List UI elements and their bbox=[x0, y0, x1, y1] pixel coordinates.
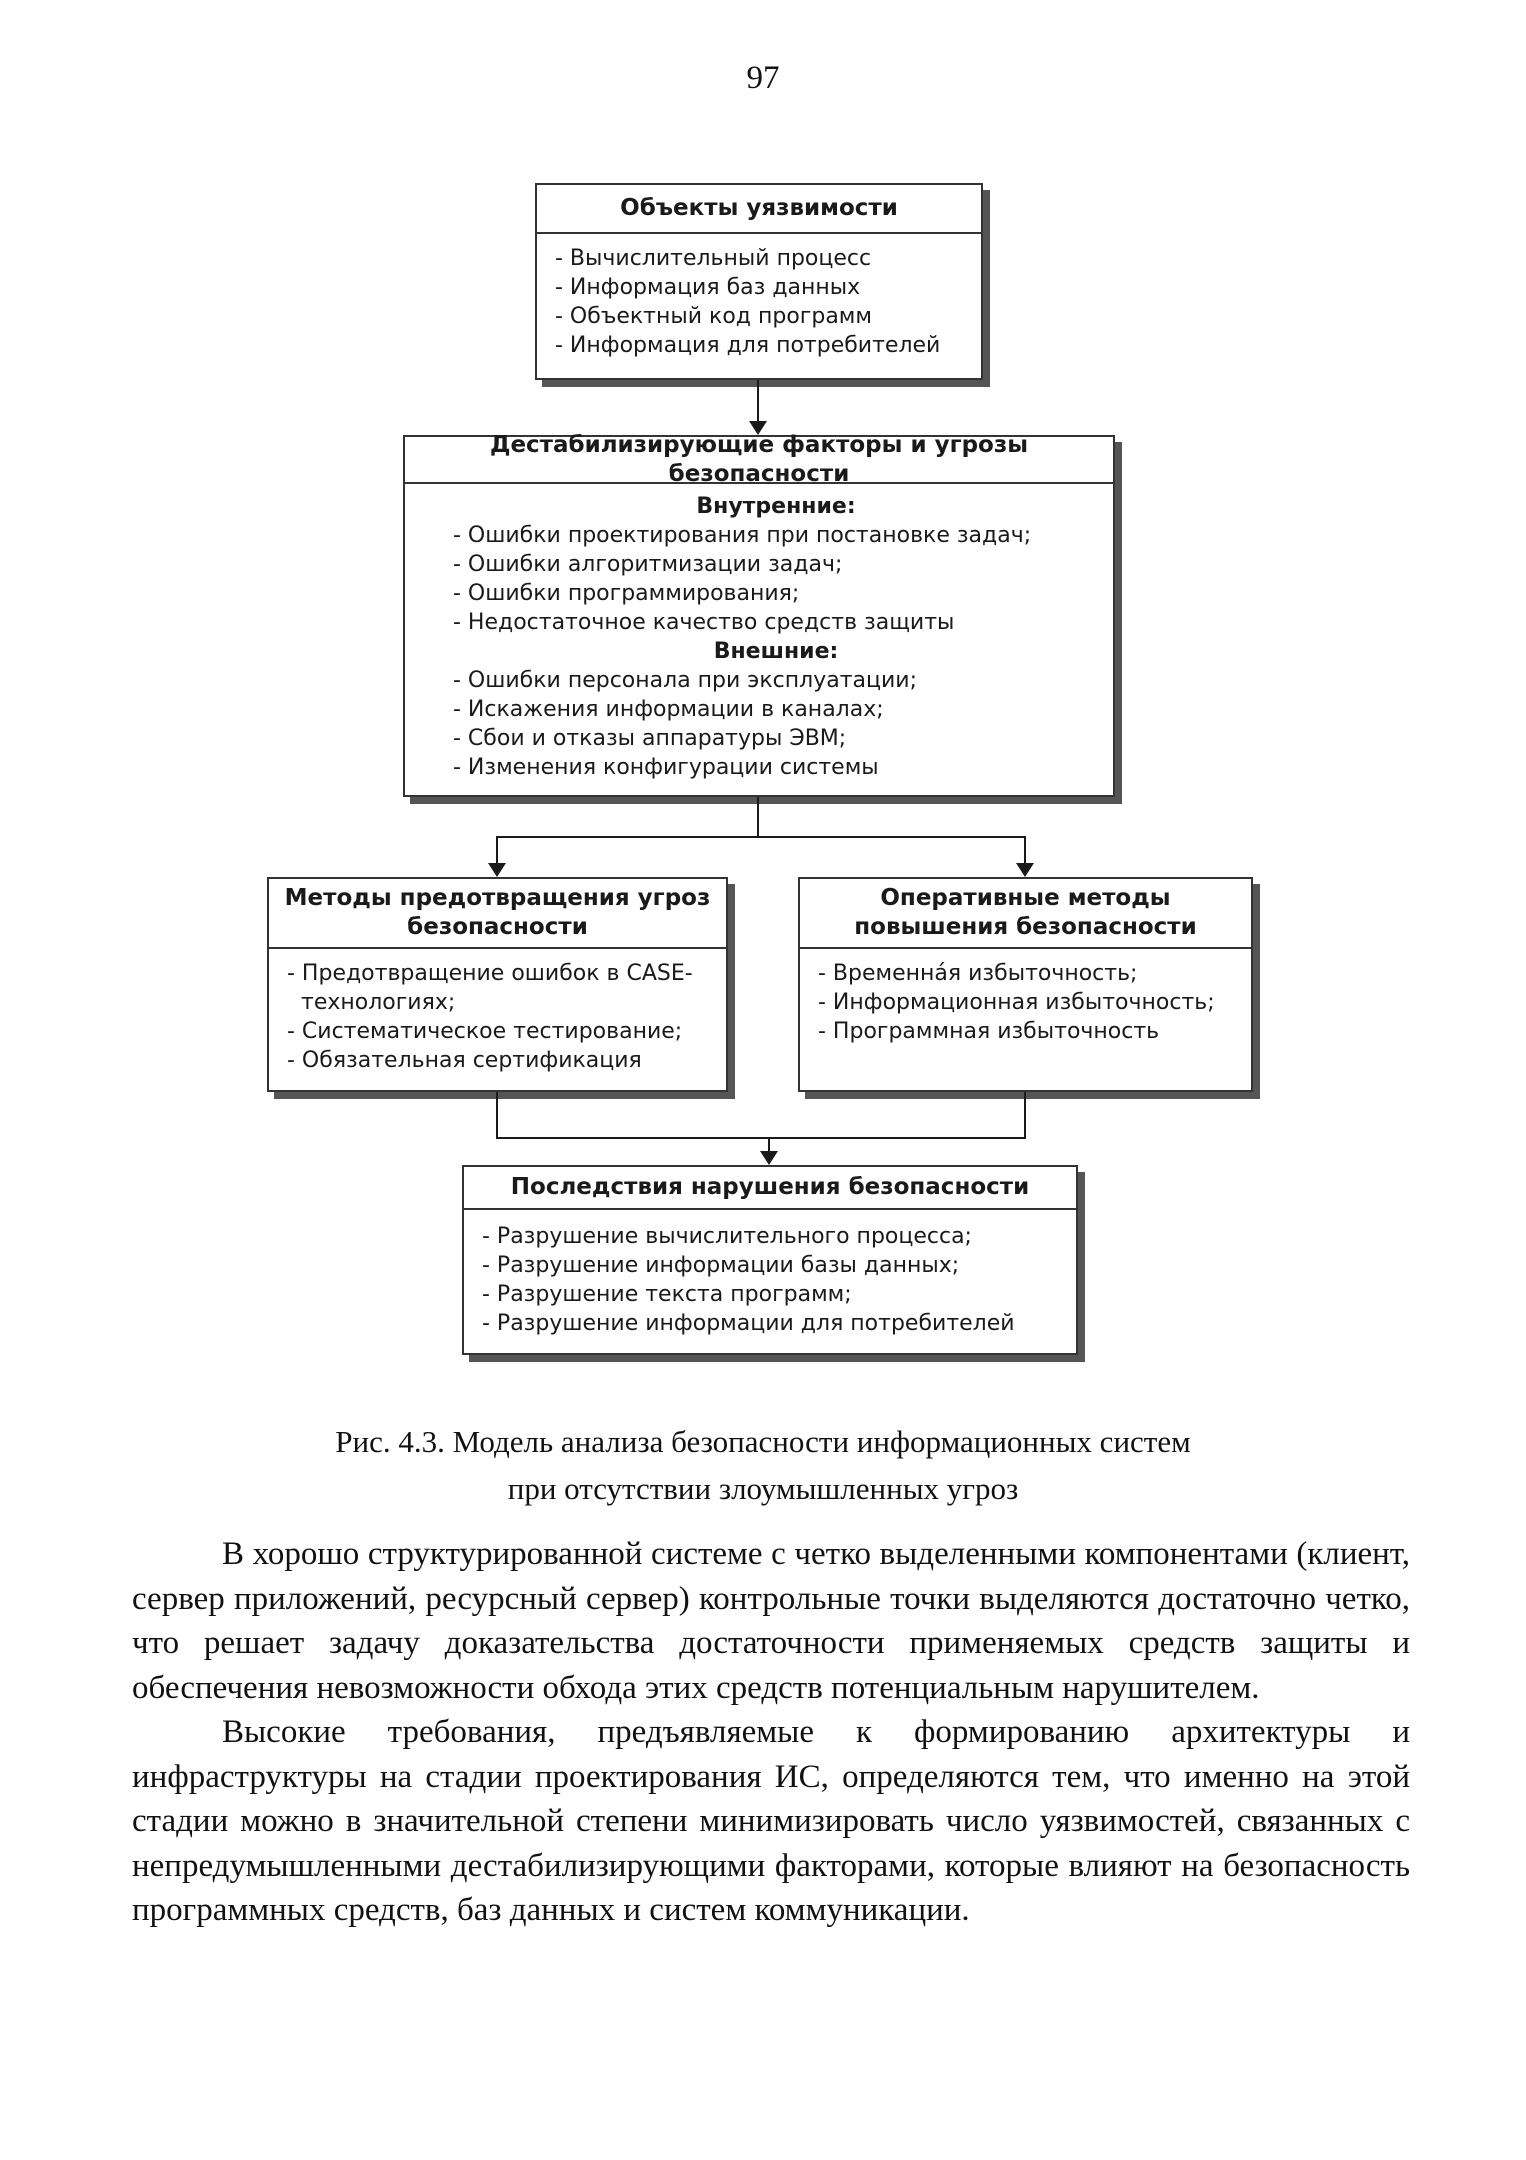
list-item: - Разрушение текста программ; bbox=[482, 1282, 852, 1307]
consequences-box bbox=[462, 1165, 1078, 1355]
page-number: 97 bbox=[746, 60, 780, 96]
box-title: Оперативные методы повышения безопасности bbox=[800, 879, 1251, 949]
arrow-down-icon bbox=[488, 863, 506, 877]
list-item: - Ошибки проектирования при постановке задач; bbox=[453, 523, 1032, 548]
connector-line bbox=[496, 836, 498, 864]
list-item: - Вычислительный процесс bbox=[555, 246, 872, 271]
list-item: - Ошибки персонала при эксплуатации; bbox=[453, 668, 917, 693]
box-body bbox=[405, 484, 1113, 782]
connector-line bbox=[1024, 1092, 1026, 1139]
box-title: Объекты уязвимости bbox=[537, 185, 981, 234]
destabilizing-factors-box bbox=[403, 431, 1115, 797]
list-item: - Ошибки алгоритмизации задач; bbox=[453, 552, 843, 577]
internal-factors-label: Внутренние: bbox=[696, 494, 856, 519]
list-item: - Обязательная сертификация bbox=[287, 1048, 642, 1073]
list-item: - Программная избыточность bbox=[818, 1019, 1160, 1044]
list-item: - Предотвращение ошибок в CASE-технологиях; bbox=[287, 961, 693, 1015]
connector-line bbox=[496, 1137, 1026, 1139]
connector-line bbox=[1024, 836, 1026, 864]
list-item: - Изменения конфигурации системы bbox=[453, 755, 879, 780]
box-body bbox=[464, 1210, 1076, 1338]
box-body bbox=[800, 949, 1251, 1046]
figure-caption-line2: при отсутствии злоумышленных угроз bbox=[507, 1471, 1019, 1506]
connector-line bbox=[757, 380, 759, 423]
list-item: - Систематическое тестирование; bbox=[287, 1019, 683, 1044]
body-text bbox=[132, 1532, 1410, 1933]
paragraph: В хорошо структурированной системе с четко выделенными компонентами (клиент, сервер приложений, ресурсный сервер) контрольные точки выделяются достаточно четко, что решает задачу доказательства достаточности применяемых средств защиты и обеспечения невозможности обхода этих средств потенциальным нарушителем. bbox=[132, 1536, 1410, 1706]
list-item: - Ошибки программирования; bbox=[453, 581, 800, 606]
connector-line bbox=[757, 797, 759, 838]
list-item: - Разрушение вычислительного процесса; bbox=[482, 1224, 972, 1249]
list-item: - Информация для потребителей bbox=[555, 333, 941, 358]
list-item: - Сбои и отказы аппаратуры ЭВМ; bbox=[453, 726, 847, 751]
figure-caption bbox=[0, 1418, 1526, 1512]
vulnerability-objects-box bbox=[535, 183, 983, 380]
arrow-down-icon bbox=[760, 1151, 778, 1165]
list-item: - Недостаточное качество средств защиты bbox=[453, 610, 955, 635]
list-item: - Искажения информации в каналах; bbox=[453, 697, 884, 722]
box-title: Методы предотвращения угроз безопасности bbox=[269, 879, 726, 949]
list-item: - Разрушение информации базы данных; bbox=[482, 1253, 960, 1278]
operational-methods-box bbox=[798, 877, 1253, 1092]
box-body bbox=[269, 949, 726, 1075]
connector-line bbox=[496, 836, 1026, 838]
list-item: - Разрушение информации для потребителей bbox=[482, 1311, 1015, 1336]
paragraph: Высокие требования, предъявляемые к формированию архитектуры и инфраструктуры на стадии проектирования ИС, определяются тем, что именно на этой стадии можно в значительной степени минимизировать число уязвимостей, связанных с непредумышленными дестабилизирующими факторами, которые влияют на безопасность программных средств, баз данных и систем коммуникации. bbox=[132, 1714, 1410, 1928]
box-body bbox=[537, 234, 981, 360]
figure-caption-line1: Рис. 4.3. Модель анализа безопасности информационных систем bbox=[335, 1424, 1191, 1459]
connector-line bbox=[496, 1092, 498, 1139]
external-factors-label: Внешние: bbox=[713, 639, 839, 664]
box-title: Последствия нарушения безопасности bbox=[464, 1167, 1076, 1210]
list-item: - Информационная избыточность; bbox=[818, 990, 1215, 1015]
list-item: - Временна́я избыточность; bbox=[818, 961, 1138, 986]
list-item: - Объектный код программ bbox=[555, 304, 873, 329]
list-item: - Информация баз данных bbox=[555, 275, 861, 300]
prevention-methods-box bbox=[267, 877, 728, 1092]
box-title: Дестабилизирующие факторы и угрозы безопасности bbox=[405, 437, 1113, 484]
arrow-down-icon bbox=[1016, 863, 1034, 877]
